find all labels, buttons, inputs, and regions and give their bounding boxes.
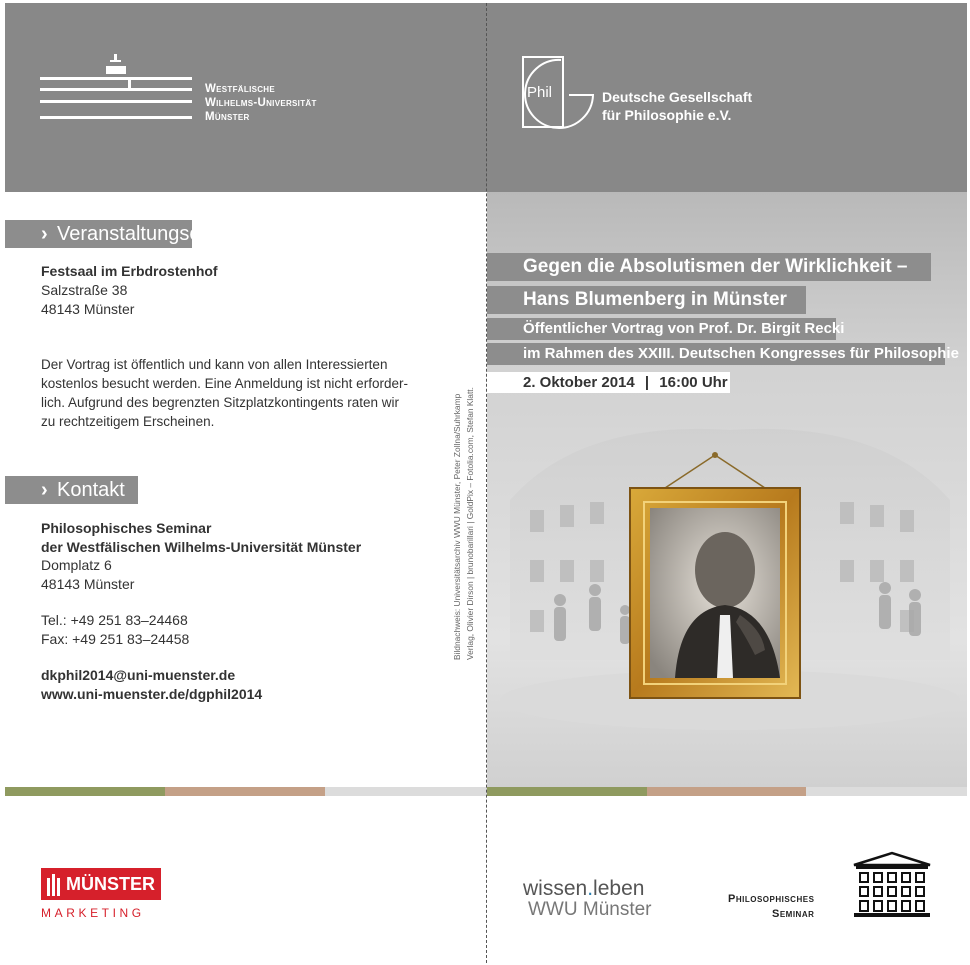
seminar-line1: Philosophisches — [728, 893, 815, 905]
venue-heading-bar — [5, 220, 213, 248]
color-strip-tan — [165, 787, 325, 796]
event-subtitle-line1: Öffentlicher Vortrag von Prof. Dr. Birgit Recki — [487, 318, 836, 340]
fold-line — [486, 3, 487, 963]
image-credit-line2: Verlag, Olivier Dirson | brunobarillari | GoldPix – Fotolia.com, Stefan Klatt. — [465, 387, 475, 660]
event-title-line1: Gegen die Absolutismen der Wirklichkeit – — [487, 253, 931, 281]
wwu-logo-mark — [40, 52, 195, 129]
muenster-marketing-name: MÜNSTER — [66, 874, 155, 894]
image-credit — [446, 340, 486, 670]
wwu-line2: Wilhelms-Universität — [205, 97, 317, 109]
wissen-dot: . — [587, 877, 594, 900]
chevron-right-icon: › — [41, 479, 48, 501]
wwu-logo-text — [205, 82, 317, 124]
wwu-building-icon — [40, 52, 195, 124]
wissen-word: wissen — [523, 877, 588, 900]
philosophisches-seminar-text — [728, 892, 814, 922]
contact-heading-bar — [5, 476, 138, 504]
chevron-right-icon: › — [41, 223, 48, 245]
dgphil-mark-text: Phil — [527, 84, 553, 101]
venue-name: Festsaal im Erbdrostenhof — [41, 263, 218, 279]
event-date: 2. Oktober 2014 — [523, 374, 635, 391]
muenster-building-icon — [45, 872, 63, 901]
dgphil-line2: für Philosophie e.V. — [602, 107, 732, 123]
venue-city: 48143 Münster — [41, 301, 135, 317]
dgphil-line1: Deutsche Gesellschaft — [602, 89, 753, 105]
venue-info-line: lich. Aufgrund des begrenzten Sitzplatzkontingents raten wir — [41, 395, 399, 410]
leben-word: leben — [593, 877, 645, 900]
color-strip-light-right — [806, 787, 967, 796]
wwu-line3: Münster — [205, 111, 250, 123]
venue-info-line: Der Vortrag ist öffentlich und kann von allen Interessierten — [41, 357, 388, 372]
seminar-line2: Seminar — [772, 908, 815, 920]
venue-heading: Veranstaltungsort — [57, 223, 213, 245]
event-time: 16:00 Uhr — [659, 374, 728, 391]
venue-info-line: kostenlos besucht werden. Eine Anmeldung ist nicht erforder- — [41, 376, 408, 391]
contact-phone: Tel.: +49 251 83–24468 — [41, 612, 188, 628]
cover-illustration — [500, 410, 960, 745]
image-credit-line1: Bildnachweis: Universitätsarchiv WWU Münster, Peter Zollna/Suhrkamp — [452, 393, 462, 660]
color-strip-green — [5, 787, 165, 796]
event-separator: | — [644, 374, 650, 391]
event-title-line2: Hans Blumenberg in Münster — [487, 286, 806, 314]
wwu-muenster-text: WWU Münster — [528, 899, 652, 920]
venue-info-line: zu rechtzeitigem Erscheinen. — [41, 414, 215, 429]
venue-address — [41, 262, 218, 319]
contact-street: Domplatz 6 — [41, 557, 112, 573]
contact-heading: Kontakt — [57, 479, 125, 501]
contact-org-line2: der Westfälischen Wilhelms-Universität Münster — [41, 538, 362, 555]
venue-info — [41, 355, 441, 431]
color-strip-green-right — [487, 787, 647, 796]
event-date-bar — [487, 372, 730, 393]
seminar-building-icon — [852, 851, 932, 924]
muenster-marketing-sub: MARKETING — [41, 906, 145, 920]
color-strip-tan-right — [647, 787, 806, 796]
contact-email-link[interactable]: dkphil2014@uni-muenster.de — [41, 667, 236, 683]
event-subtitle-line2: im Rahmen des XXIII. Deutschen Kongresses für Philosophie — [487, 343, 945, 365]
contact-details — [41, 519, 361, 703]
contact-city: 48143 Münster — [41, 575, 135, 592]
color-strip-light — [325, 787, 487, 796]
wissen-leben-logo — [523, 878, 644, 900]
erbdrostenhof-building-illustration — [500, 410, 960, 740]
contact-web-link[interactable]: www.uni-muenster.de/dgphil2014 — [41, 685, 263, 702]
contact-org-line1: Philosophisches Seminar — [41, 520, 212, 536]
contact-fax: Fax: +49 251 83–24458 — [41, 630, 190, 647]
dgphil-logo-text — [602, 88, 752, 124]
wwu-line1: Westfälische — [205, 83, 276, 95]
venue-street: Salzstraße 38 — [41, 282, 128, 298]
